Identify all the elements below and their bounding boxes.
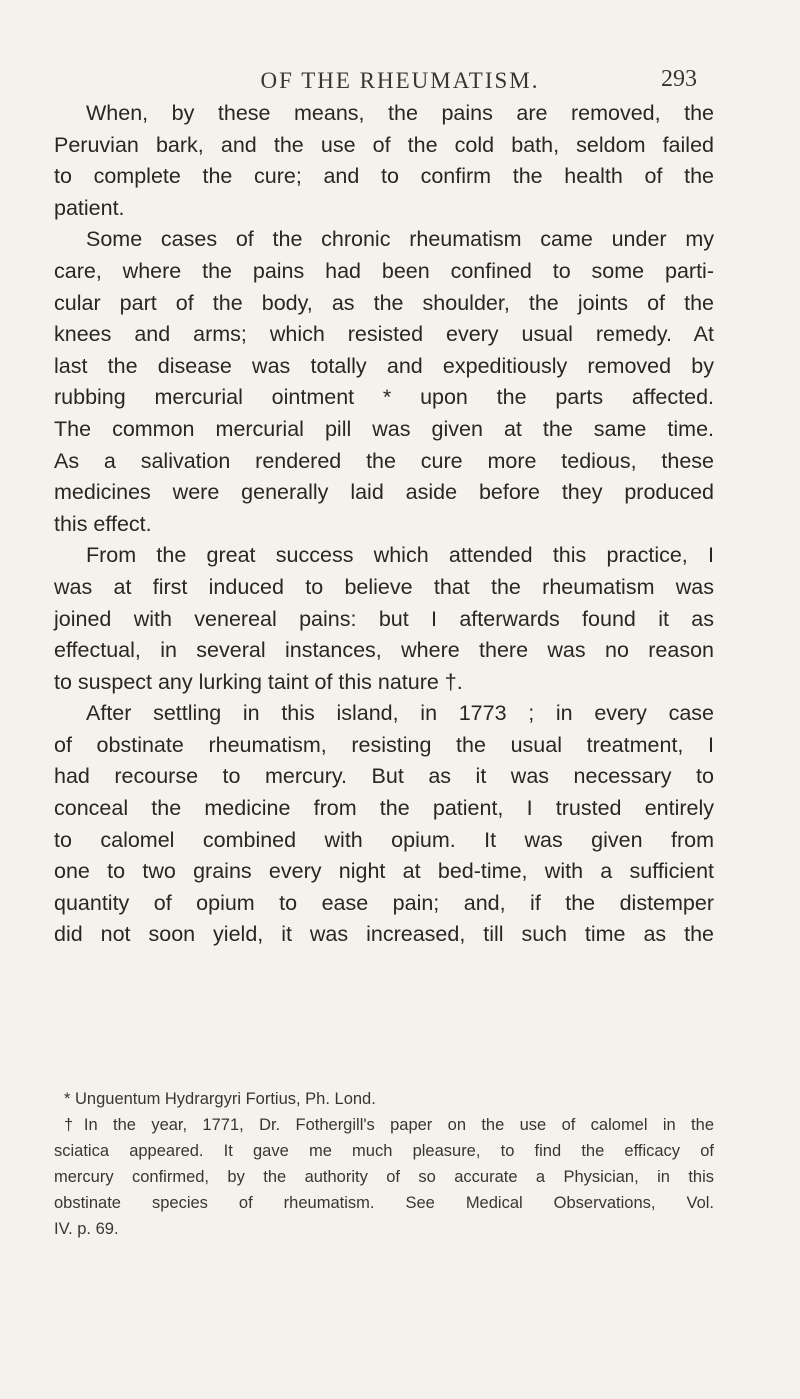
text-line: to complete the cure; and to confirm the health of the <box>54 164 714 189</box>
text-line: had recourse to mercury. But as it was necessary to <box>54 764 714 789</box>
text-line: patient. <box>54 195 125 220</box>
page-number: 293 <box>661 66 697 92</box>
footnote-line: †In the year, 1771, Dr. Fothergill's paper on the use of calomel in the <box>64 1116 714 1134</box>
text-line: rubbing mercurial ointment * upon the parts affected. <box>54 385 714 410</box>
text-line: last the disease was totally and expeditiously removed by <box>54 353 714 378</box>
text-line: When, by these means, the pains are removed, the <box>86 101 714 125</box>
text-line: As a salivation rendered the cure more tedious, these <box>54 448 714 473</box>
text-line: of obstinate rheumatism, resisting the usual treatment, I <box>54 732 714 757</box>
text-line: Peruvian bark, and the use of the cold bath, seldom failed <box>54 132 714 157</box>
body-text <box>54 98 714 951</box>
text-line: effectual, in several instances, where there was no reason <box>54 638 714 663</box>
text-line: The common mercurial pill was given at the same time. <box>54 416 714 441</box>
text-line: this effect. <box>54 511 152 536</box>
text-line: one to two grains every night at bed-time, with a sufficient <box>54 859 714 884</box>
text-line: care, where the pains had been confined to some parti- <box>54 258 714 283</box>
text-line: to suspect any lurking taint of this nature †. <box>54 669 463 694</box>
text-line: did not soon yield, it was increased, till such time as the <box>54 922 714 947</box>
footnote-line: mercury confirmed, by the authority of so accurate a Physician, in this <box>54 1168 714 1186</box>
text-line: joined with venereal pains: but I afterwards found it as <box>54 606 714 631</box>
text-line: to calomel combined with opium. It was given from <box>54 827 714 852</box>
footnote-line: * Unguentum Hydrargyri Fortius, Ph. Lond. <box>64 1090 376 1108</box>
footnotes <box>54 1086 714 1242</box>
text-line: quantity of opium to ease pain; and, if the distemper <box>54 890 714 915</box>
text-line: knees and arms; which resisted every usual remedy. At <box>54 322 714 347</box>
text-line: Some cases of the chronic rheumatism came under my <box>86 227 714 252</box>
footnote-line: obstinate species of rheumatism. See Medical Observations, Vol. <box>54 1194 714 1212</box>
footnote-line: IV. p. 69. <box>54 1220 119 1238</box>
footnote-line: sciatica appeared. It gave me much pleasure, to find the efficacy of <box>54 1142 714 1160</box>
text-line: After settling in this island, in 1773 ; in every case <box>86 701 714 726</box>
text-line: was at first induced to believe that the rheumatism was <box>54 574 714 599</box>
text-line: cular part of the body, as the shoulder, the joints of the <box>54 290 714 315</box>
text-line: conceal the medicine from the patient, I trusted entirely <box>54 796 714 821</box>
running-head: OF THE RHEUMATISM. <box>260 68 540 93</box>
text-line: medicines were generally laid aside before they produced <box>54 480 714 505</box>
text-line: From the great success which attended this practice, I <box>86 543 714 568</box>
